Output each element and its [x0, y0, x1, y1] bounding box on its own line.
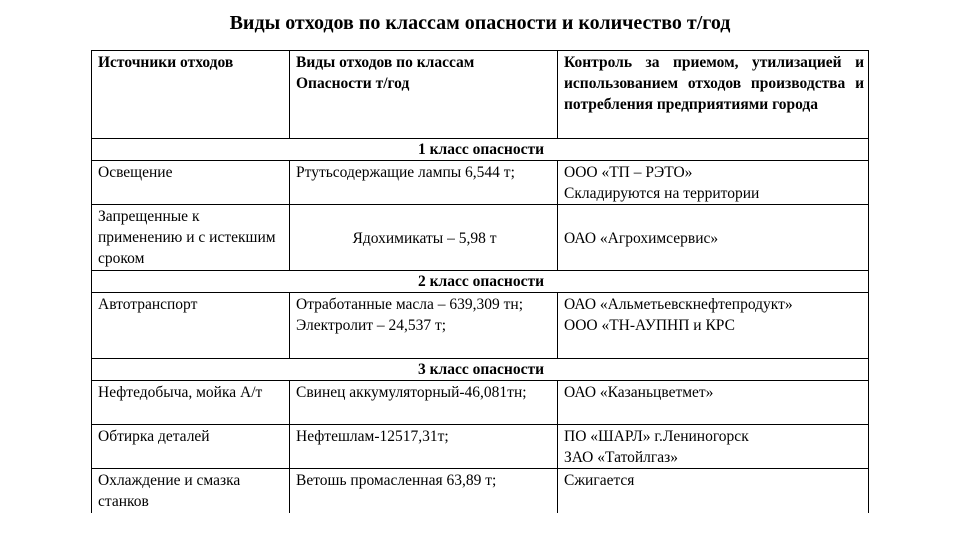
table-row	[92, 161, 869, 205]
source-cell: Охлаждение и смазка станков	[92, 469, 290, 513]
waste-line: Электролит – 24,537 т;	[296, 317, 447, 334]
source-cell: Автотранспорт	[92, 293, 290, 359]
table-header-row	[92, 51, 869, 139]
waste-cell: Ядохимикаты – 5,98 т	[290, 205, 558, 271]
control-line: ПО «ШАРЛ» г.Лениногорск	[564, 428, 749, 445]
control-line: Складируются на территории	[564, 185, 760, 202]
control-cell	[558, 161, 869, 205]
control-cell	[558, 425, 869, 469]
table-row	[92, 425, 869, 469]
control-cell: ОАО «Казаньцветмет»	[558, 381, 869, 425]
table-row	[92, 205, 869, 271]
source-cell: Запрещенные к применению и с истекшим сроком	[92, 205, 290, 271]
hazard-class-1: 1 класс опасности	[92, 139, 869, 161]
table-row	[92, 469, 869, 513]
control-line: ОАО «Альметьевскнефтепродукт»	[564, 296, 793, 313]
control-line: ООО «ТП – РЭТО»	[564, 164, 693, 181]
hazard-class-row	[92, 139, 869, 161]
source-cell: Нефтедобыча, мойка А/т	[92, 381, 290, 425]
waste-cell: Ртутьсодержащие лампы 6,544 т;	[290, 161, 558, 205]
source-cell: Освещение	[92, 161, 290, 205]
hazard-class-row	[92, 271, 869, 293]
table-row	[92, 381, 869, 425]
header-sources: Источники отходов	[92, 51, 290, 139]
header-control: Контроль за приемом, утилизацией и использованием отходов производства и потребления предприятиями города	[558, 51, 869, 139]
hazard-class-row	[92, 359, 869, 381]
control-cell: Сжигается	[558, 469, 869, 513]
hazard-class-2: 2 класс опасности	[92, 271, 869, 293]
page-title: Виды отходов по классам опасности и количество т/год	[229, 12, 731, 34]
waste-cell: Ветошь промасленная 63,89 т;	[290, 469, 558, 513]
waste-table	[91, 50, 869, 513]
waste-cell: Свинец аккумуляторный-46,081тн;	[290, 381, 558, 425]
source-cell: Обтирка деталей	[92, 425, 290, 469]
control-line: ООО «ТН-АУПНП и КРС	[564, 317, 735, 334]
waste-cell	[290, 293, 558, 359]
table-row	[92, 293, 869, 359]
hazard-class-3: 3 класс опасности	[92, 359, 869, 381]
control-cell: ОАО «Агрохимсервис»	[558, 205, 869, 271]
control-line: ЗАО «Татойлгаз»	[564, 449, 679, 466]
waste-cell: Нефтешлам-12517,31т;	[290, 425, 558, 469]
control-cell	[558, 293, 869, 359]
header-waste-types: Виды отходов по классам Опасности т/год	[290, 51, 558, 139]
waste-line: Отработанные масла – 639,309 тн;	[296, 296, 524, 313]
